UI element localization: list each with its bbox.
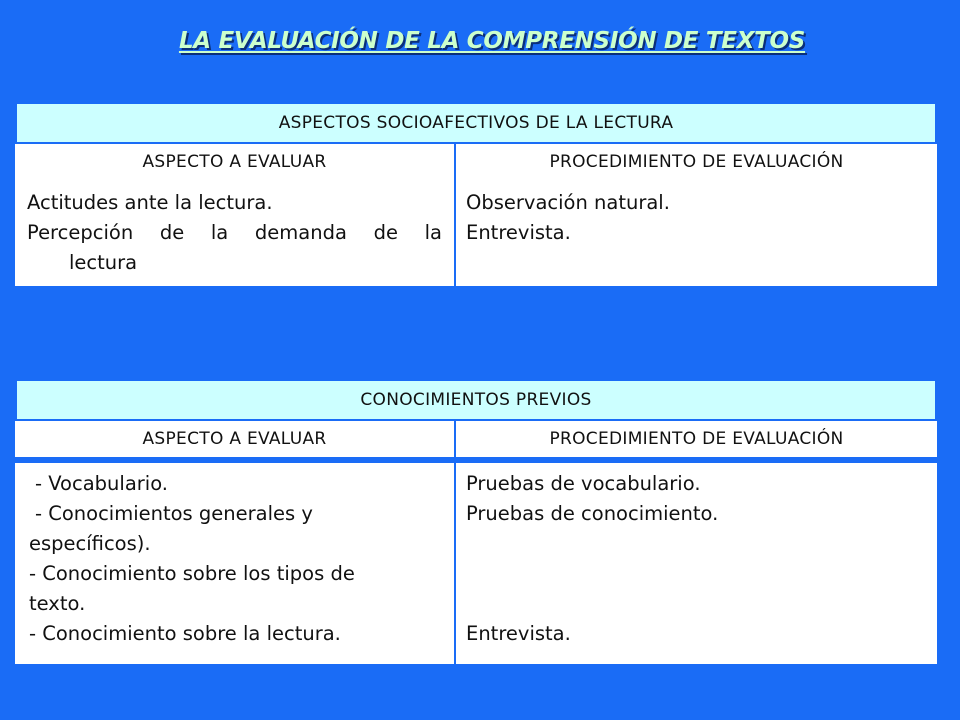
procedimiento-cell (456, 463, 937, 664)
cell-line: - Conocimiento sobre los tipos de (29, 562, 355, 585)
cell-line: Actitudes ante la lectura. (27, 191, 273, 214)
cell-line: Pruebas de conocimiento. (466, 502, 719, 525)
aspecto-cell (15, 180, 456, 286)
page-title: LA EVALUACIÓN DE LA COMPRENSIÓN DE TEXTOS (178, 28, 806, 54)
column-header-procedimiento: PROCEDIMIENTO DE EVALUACIÓN (549, 152, 844, 172)
cell-line: Pruebas de vocabulario. (466, 472, 701, 495)
cell-line: - Vocabulario. (35, 472, 168, 495)
cell-line: lectura (69, 251, 138, 274)
column-header-row (15, 144, 937, 180)
column-header-aspecto: ASPECTO A EVALUAR (15, 144, 456, 180)
cell-line: Percepción de la demanda de la (27, 221, 442, 244)
cell-line: Entrevista. (466, 622, 571, 645)
column-header-row (15, 421, 937, 457)
table-header: CONOCIMIENTOS PREVIOS (15, 379, 937, 421)
table-header: ASPECTOS SOCIOAFECTIVOS DE LA LECTURA (15, 102, 937, 144)
column-header-aspecto: ASPECTO A EVALUAR (15, 421, 456, 457)
cell-line: - Conocimiento sobre la lectura. (29, 622, 341, 645)
cell-line: específicos). (29, 532, 151, 555)
column-header-procedimiento: PROCEDIMIENTO DE EVALUACIÓN (549, 429, 844, 449)
table-socioafectivos (15, 102, 937, 286)
cell-line: Observación natural. (466, 191, 670, 214)
table-conocimientos-previos (15, 379, 937, 664)
aspecto-cell (21, 463, 456, 664)
cell-line: - Conocimientos generales y (35, 502, 313, 525)
cell-spacer (466, 529, 927, 619)
table-row (15, 180, 937, 286)
procedimiento-cell (456, 180, 937, 286)
table-row (15, 463, 937, 664)
cell-line: Entrevista. (466, 221, 571, 244)
cell-line: texto. (29, 592, 86, 615)
